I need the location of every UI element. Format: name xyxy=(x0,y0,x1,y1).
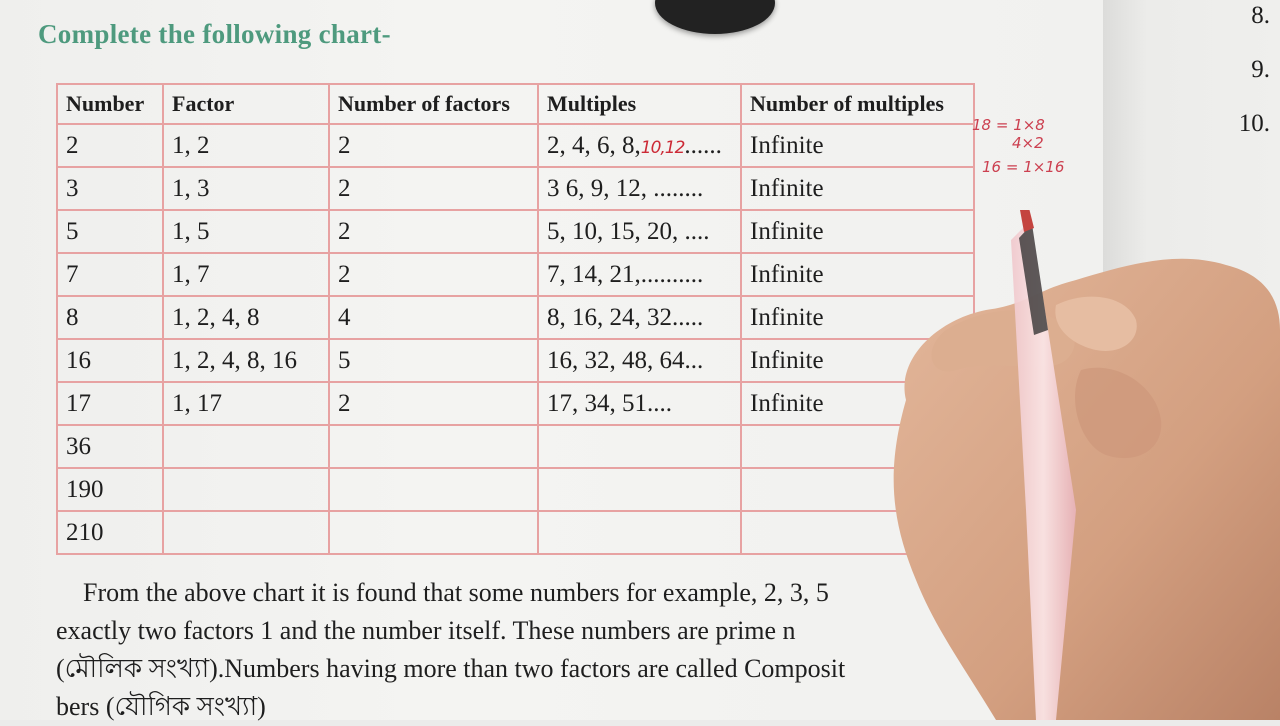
factors-multiples-table xyxy=(56,83,975,555)
cell-factor: 1, 17 xyxy=(163,382,329,425)
cell-factor: 1, 2 xyxy=(163,124,329,167)
table-row xyxy=(57,339,974,382)
cell-multiples: 7, 14, 21,.......... xyxy=(538,253,741,296)
cell-multiples: 5, 10, 15, 20, .... xyxy=(538,210,741,253)
cell-factor: 1, 2, 4, 8 xyxy=(163,296,329,339)
cell-number: 3 xyxy=(57,167,163,210)
cell-multiple-count: Infinite xyxy=(741,124,974,167)
table-header-row xyxy=(57,84,974,124)
cell-factor: 1, 2, 4, 8, 16 xyxy=(163,339,329,382)
cell-number: 16 xyxy=(57,339,163,382)
paragraph-line: From the above chart it is found that some numbers for example, 2, 3, 5 xyxy=(83,578,829,607)
margin-note: 4×2 xyxy=(1012,134,1044,152)
cell-number: 17 xyxy=(57,382,163,425)
margin-note: 16 = 1×16 xyxy=(982,158,1065,176)
cell-factor-count: 2 xyxy=(329,253,538,296)
header-number-of-factors: Number of factors xyxy=(329,84,538,124)
cell-multiples xyxy=(538,468,741,511)
cell-multiple-count: Infinite xyxy=(741,253,974,296)
cell-multiples: 8, 16, 24, 32..... xyxy=(538,296,741,339)
table-row xyxy=(57,468,974,511)
cell-multiple-count: Infinite xyxy=(741,210,974,253)
cell-factor: 1, 3 xyxy=(163,167,329,210)
header-number-of-multiples: Number of multiples xyxy=(741,84,974,124)
paragraph-line: exactly two factors 1 and the number itself. These numbers are prime n xyxy=(56,616,796,645)
paragraph-line: bers (যৌগিক সংখ্যা) xyxy=(56,692,266,721)
cell-factor: 1, 5 xyxy=(163,210,329,253)
cell-multiples: 3 6, 9, 12, ........ xyxy=(538,167,741,210)
cell-multiple-count: Infinite xyxy=(741,382,974,425)
cell-number: 2 xyxy=(57,124,163,167)
cell-number: 7 xyxy=(57,253,163,296)
cell-factor xyxy=(163,425,329,468)
cell-number: 190 xyxy=(57,468,163,511)
table-row xyxy=(57,425,974,468)
table-row xyxy=(57,124,974,167)
page-item-number: 10. xyxy=(1238,110,1270,137)
cell-multiples xyxy=(538,511,741,554)
cell-factor-count: 4 xyxy=(329,296,538,339)
cell-number: 210 xyxy=(57,511,163,554)
cell-factor-count xyxy=(329,468,538,511)
table-row xyxy=(57,511,974,554)
handwritten-multiples: 10,12 xyxy=(640,137,685,158)
cell-factor-count: 5 xyxy=(329,339,538,382)
cell-factor-count: 2 xyxy=(329,382,538,425)
header-number: Number xyxy=(57,84,163,124)
cell-factor: 1, 7 xyxy=(163,253,329,296)
multiples-ellipsis: ...... xyxy=(684,131,722,159)
cell-multiples: 16, 32, 48, 64... xyxy=(538,339,741,382)
exercise-heading: Complete the following chart- xyxy=(38,19,391,49)
cell-factor-count xyxy=(329,425,538,468)
cell-multiples xyxy=(538,425,741,468)
margin-note: 18 = 1×8 xyxy=(972,116,1045,134)
table-row xyxy=(57,253,974,296)
cell-multiples: 17, 34, 51.... xyxy=(538,382,741,425)
cell-multiple-count: Infinite xyxy=(741,167,974,210)
cell-number: 8 xyxy=(57,296,163,339)
paragraph-line: (মৌলিক সংখ্যা).Numbers having more than two factors are called Composit xyxy=(56,654,846,683)
multiples-printed: 2, 4, 6, 8, xyxy=(547,131,641,159)
hand-holding-pen xyxy=(876,210,1280,720)
cell-factor-count: 2 xyxy=(329,167,538,210)
cell-multiple-count: Infinite xyxy=(741,339,974,382)
cell-multiple-count: Infinite xyxy=(741,296,974,339)
cell-factor xyxy=(163,511,329,554)
cell-factor-count: 2 xyxy=(329,210,538,253)
header-multiples: Multiples xyxy=(538,84,741,124)
cell-factor xyxy=(163,468,329,511)
table-row xyxy=(57,296,974,339)
handwritten-margin-notes xyxy=(972,116,1092,176)
cell-factor-count xyxy=(329,511,538,554)
cell-factor-count: 2 xyxy=(329,124,538,167)
page-item-number: 9. xyxy=(1251,56,1270,83)
hand-illustration xyxy=(876,210,1280,720)
page-item-number: 8. xyxy=(1251,2,1270,29)
table-row xyxy=(57,167,974,210)
cell-multiples xyxy=(538,124,741,167)
table-row xyxy=(57,210,974,253)
table-row xyxy=(57,382,974,425)
cell-number: 36 xyxy=(57,425,163,468)
cell-number: 5 xyxy=(57,210,163,253)
header-factor: Factor xyxy=(163,84,329,124)
